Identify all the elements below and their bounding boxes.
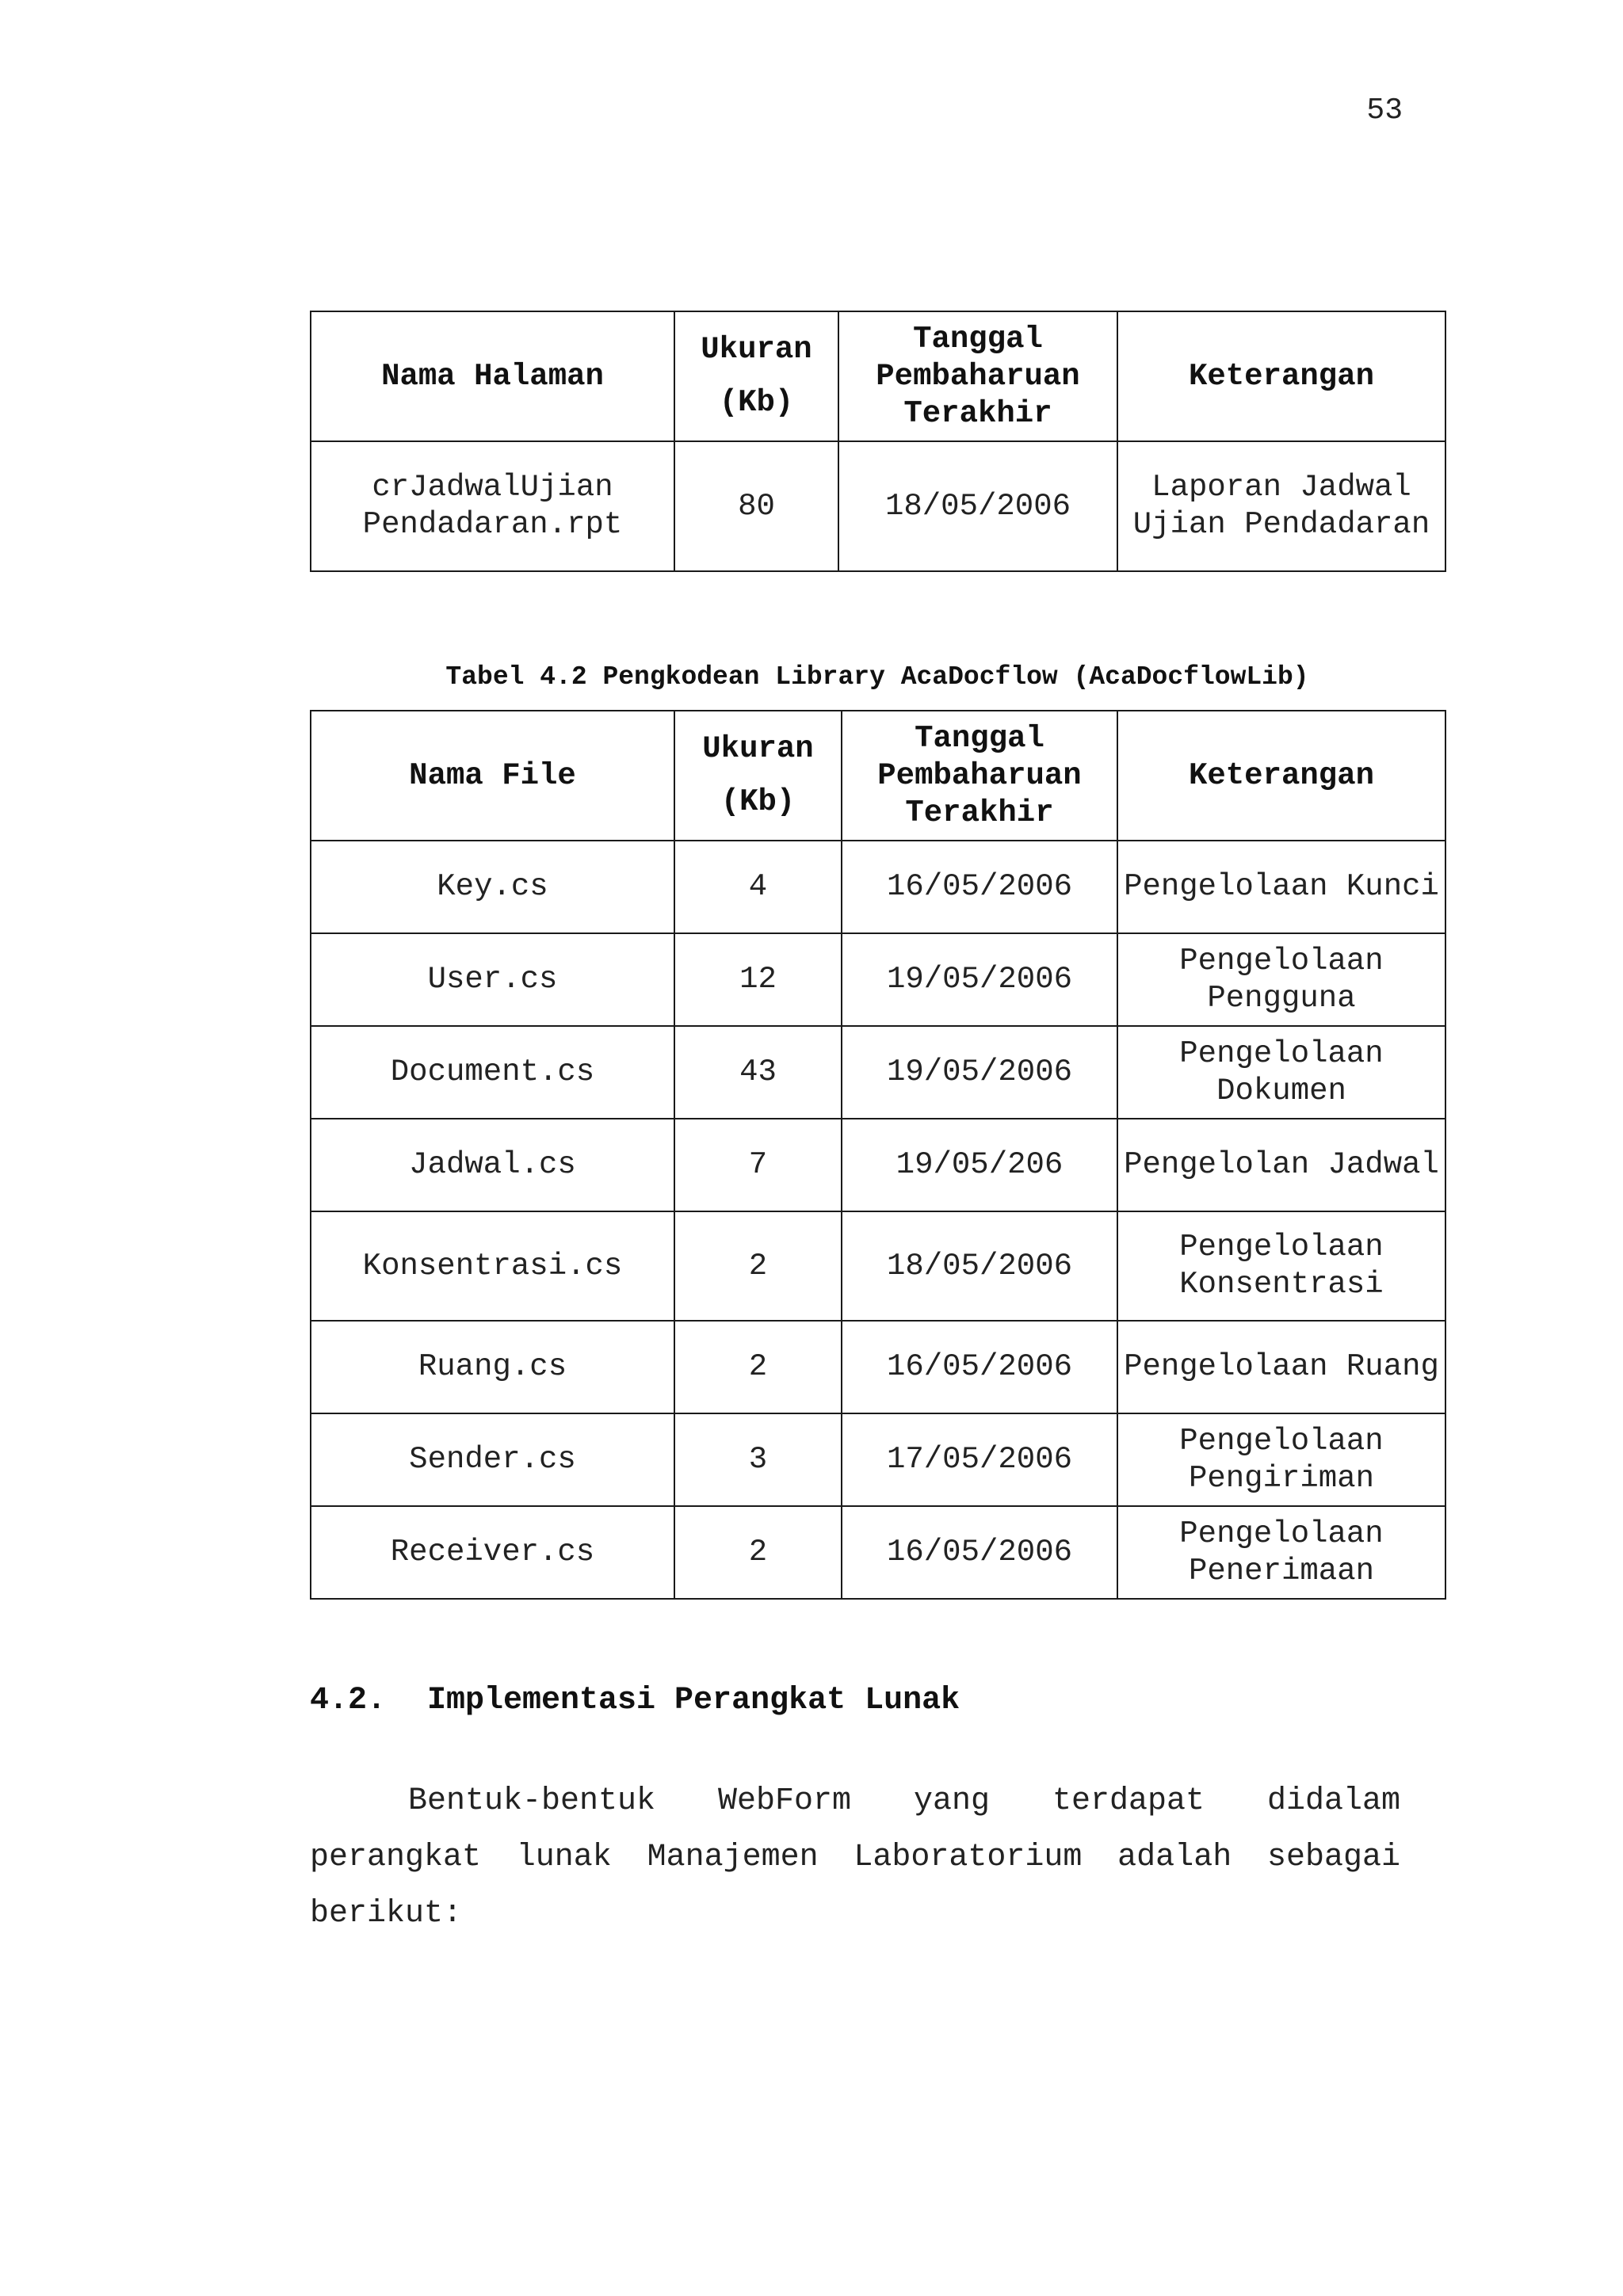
table-row [311, 441, 1445, 571]
header-name: Nama Halaman [311, 311, 674, 441]
header-size-unit: (Kb) [720, 784, 796, 819]
table-row [311, 841, 1445, 933]
cell-date: 16/05/2006 [842, 1321, 1117, 1413]
cell-description: Pengelolan Jadwal [1117, 1119, 1445, 1211]
cell-date: 16/05/2006 [842, 1506, 1117, 1599]
cell-size: 7 [674, 1119, 842, 1211]
cell-date: 18/05/2006 [842, 1211, 1117, 1321]
section-number: 4.2. [310, 1683, 387, 1718]
cell-size: 80 [674, 441, 838, 571]
cell-name: User.cs [311, 933, 674, 1026]
cell-description: Pengelolaan Dokumen [1117, 1026, 1445, 1119]
cell-date: 19/05/2006 [842, 1026, 1117, 1119]
header-size-label: Ukuran [702, 731, 814, 766]
section-heading [310, 1683, 960, 1718]
cell-name: Sender.cs [311, 1413, 674, 1506]
cell-description: Pengelolaan Penerimaan [1117, 1506, 1445, 1599]
cell-size: 12 [674, 933, 842, 1026]
header-description: Keterangan [1117, 711, 1445, 841]
cell-name: Document.cs [311, 1026, 674, 1119]
cell-size: 2 [674, 1321, 842, 1413]
table-header-row [311, 711, 1445, 841]
cell-date: 19/05/206 [842, 1119, 1117, 1211]
header-date: Tanggal Pembaharuan Terakhir [838, 311, 1117, 441]
cell-description: Laporan Jadwal Ujian Pendadaran [1117, 441, 1445, 571]
cell-name: Jadwal.cs [311, 1119, 674, 1211]
cell-name: crJadwalUjian Pendadaran.rpt [311, 441, 674, 571]
cell-size: 3 [674, 1413, 842, 1506]
cell-date: 19/05/2006 [842, 933, 1117, 1026]
cell-description: Pengelolaan Pengguna [1117, 933, 1445, 1026]
cell-date: 17/05/2006 [842, 1413, 1117, 1506]
page-table-continued [310, 311, 1446, 572]
table-row [311, 1211, 1445, 1321]
header-size [674, 711, 842, 841]
cell-name: Ruang.cs [311, 1321, 674, 1413]
cell-date: 18/05/2006 [838, 441, 1117, 571]
cell-size: 4 [674, 841, 842, 933]
cell-size: 2 [674, 1506, 842, 1599]
library-files-table [310, 710, 1446, 1600]
body-paragraph: Bentuk-bentuk WebForm yang terdapat didalam perangkat lunak Manajemen Laboratorium adalah sebagai berikut: [310, 1783, 1400, 1932]
cell-description: Pengelolaan Pengiriman [1117, 1413, 1445, 1506]
table-row [311, 1119, 1445, 1211]
table-row [311, 933, 1445, 1026]
table-row [311, 1321, 1445, 1413]
table-row [311, 1413, 1445, 1506]
cell-name: Key.cs [311, 841, 674, 933]
header-size-unit: (Kb) [719, 385, 794, 420]
cell-name: Receiver.cs [311, 1506, 674, 1599]
header-name: Nama File [311, 711, 674, 841]
cell-description: Pengelolaan Ruang [1117, 1321, 1445, 1413]
table-row [311, 1506, 1445, 1599]
header-size-label: Ukuran [701, 332, 812, 367]
table-row [311, 1026, 1445, 1119]
header-date: Tanggal Pembaharuan Terakhir [842, 711, 1117, 841]
cell-size: 2 [674, 1211, 842, 1321]
page-number: 53 [1366, 93, 1403, 128]
header-size [674, 311, 838, 441]
table-caption: Tabel 4.2 Pengkodean Library AcaDocflow (AcaDocflowLib) [445, 662, 1309, 692]
table-header-row [311, 311, 1445, 441]
cell-name: Konsentrasi.cs [311, 1211, 674, 1321]
cell-description: Pengelolaan Konsentrasi [1117, 1211, 1445, 1321]
header-description: Keterangan [1117, 311, 1445, 441]
cell-size: 43 [674, 1026, 842, 1119]
cell-date: 16/05/2006 [842, 841, 1117, 933]
section-title: Implementasi Perangkat Lunak [427, 1683, 960, 1718]
cell-description: Pengelolaan Kunci [1117, 841, 1445, 933]
